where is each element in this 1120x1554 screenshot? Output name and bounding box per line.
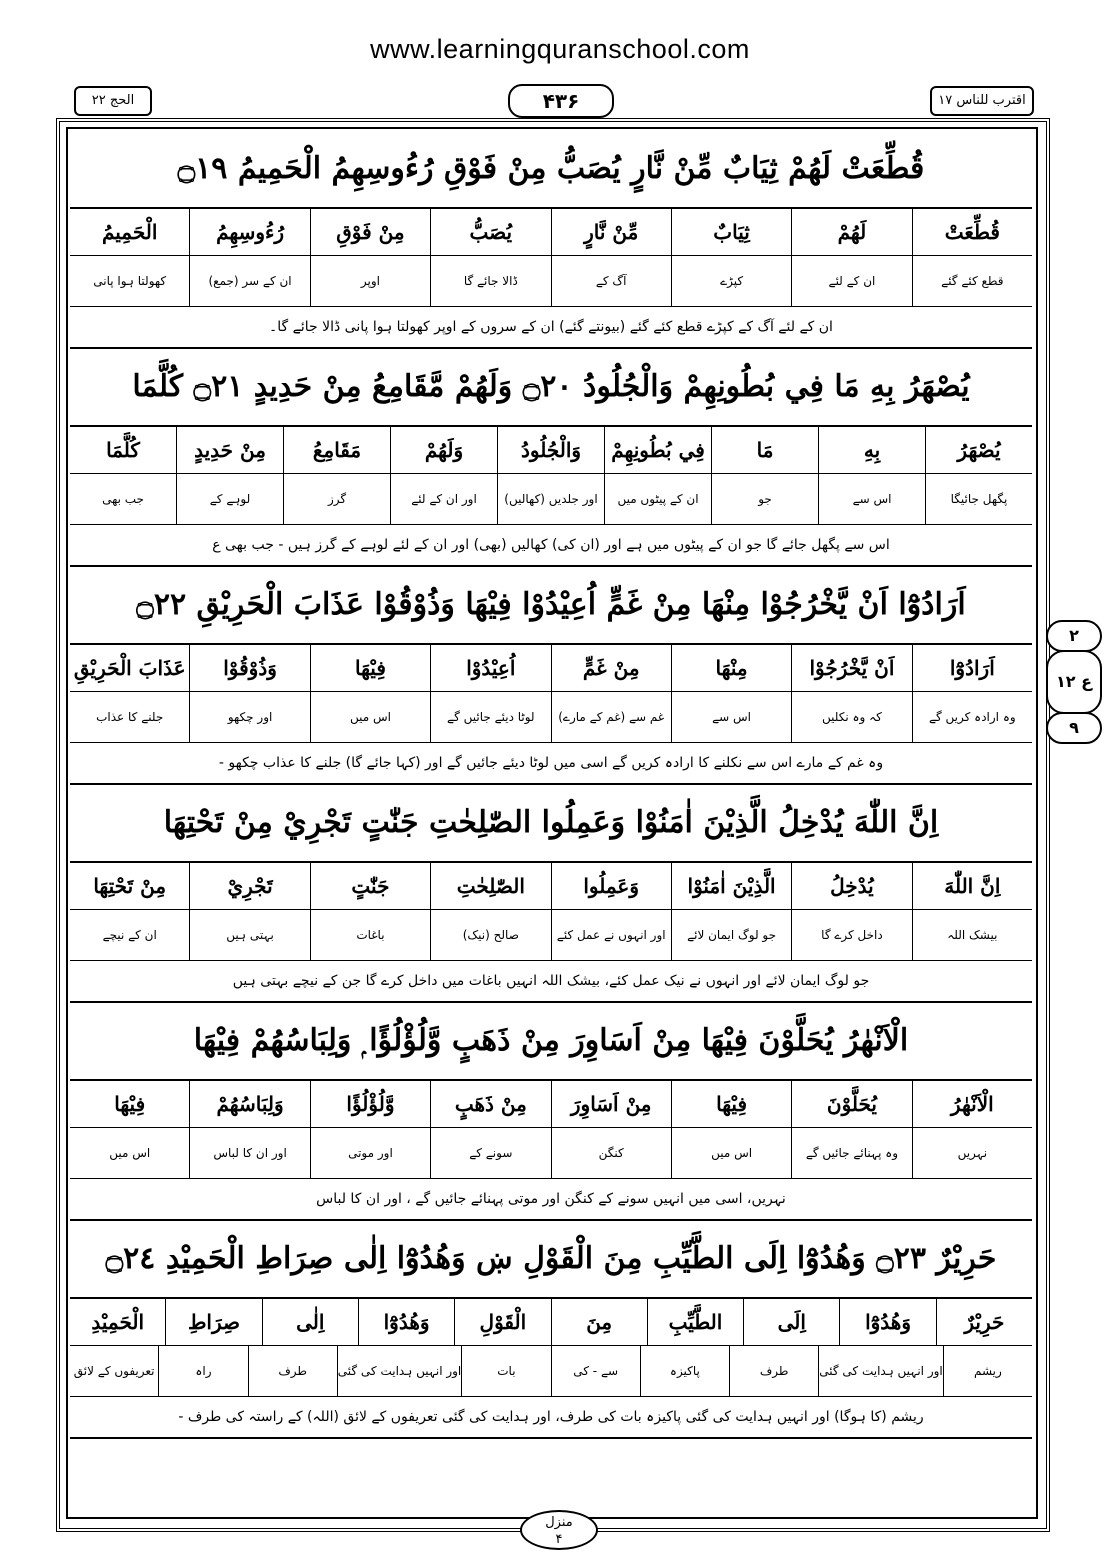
word-arabic: قُطِّعَتْ — [912, 209, 1032, 255]
word-arabic: الْحَمِيمُ — [101, 220, 158, 244]
word-arabic: مِنَ — [551, 1299, 647, 1345]
word-meaning: کنگن — [551, 1128, 671, 1178]
manzil-badge — [520, 1510, 598, 1550]
word-arabic: وَهُدُوْٓا — [839, 1299, 935, 1345]
verse-line: حَرِيْرٌ ۝٢٣ وَهُدُوْٓا اِلَى الطَّيِّبِ مِنَ الْقَوْلِ ښ وَهُدُوْٓا اِلٰى صِرَاطِ الْحَمِيْدِ ۝٢٤ — [70, 1221, 1032, 1299]
word-meaning: وہ پہنائے جائیں گے — [791, 1128, 911, 1178]
word-arabic: مِنْ غَمٍّ — [551, 645, 671, 691]
word-row-arabic — [70, 209, 1032, 256]
word-arabic: كُلَّمَا — [106, 438, 140, 462]
word-meaning: طرف — [248, 1346, 337, 1396]
word-arabic: فِيْهَا — [671, 1081, 791, 1127]
word-arabic: مِنْ فَوْقِ — [310, 209, 430, 255]
word-meaning: اور ان کے لئے — [390, 474, 497, 524]
word-arabic: اِنَّ اللّٰهَ — [912, 863, 1032, 909]
word-meaning: جلنے کا عذاب — [96, 710, 164, 724]
word-arabic: وَلِبَاسُهُمْ — [189, 1081, 309, 1127]
word-meaning: اس میں — [671, 1128, 791, 1178]
word-meaning: طرف — [729, 1346, 818, 1396]
word-arabic: الْاَنْهٰرُ — [912, 1081, 1032, 1127]
word-meaning: سونے کے — [430, 1128, 550, 1178]
word-arabic: فِيْهَا — [310, 645, 430, 691]
word-meaning: بات — [461, 1346, 550, 1396]
verse-section — [70, 567, 1032, 785]
word-arabic: اُعِيْدُوْا — [430, 645, 550, 691]
word-meaning: اور موتی — [310, 1128, 430, 1178]
word-arabic: فِيْهَا — [114, 1092, 146, 1116]
word-meaning: سے - کی — [551, 1346, 640, 1396]
word-meaning: داخل کرے گا — [791, 910, 911, 960]
verse-section — [70, 785, 1032, 1003]
word-arabic: تَجْرِيْ — [189, 863, 309, 909]
site-url: www.learningquranschool.com — [370, 34, 750, 64]
word-meaning: ان کے پیٹوں میں — [604, 474, 711, 524]
word-arabic: ثِيَابٌ — [671, 209, 791, 255]
word-arabic: اَنْ يَّخْرُجُوْا — [791, 645, 911, 691]
page-content — [70, 131, 1032, 1439]
word-arabic: مِنْ ذَهَبٍ — [430, 1081, 550, 1127]
word-row-meaning — [70, 692, 1032, 743]
word-arabic: مِّنْ نَّارٍ — [551, 209, 671, 255]
word-arabic: اَرَادُوْٓا — [912, 645, 1032, 691]
word-meaning: وہ ارادہ کریں گے — [912, 692, 1032, 742]
word-meaning: بیشک اللہ — [912, 910, 1032, 960]
translation-line: ان کے لئے آگ کے کپڑے قطع کئے گئے (بیونتے گئے) ان کے سروں کے اوپر کھولتا ہوا پانی ڈالا جائے گا۔ — [70, 307, 1032, 349]
juz-label: اقترب للناس ۱۷ — [930, 86, 1034, 116]
verse-line: اَرَادُوْٓا اَنْ يَّخْرُجُوْا مِنْهَا مِنْ غَمٍّ اُعِيْدُوْا فِيْهَا وَذُوْقُوْا عَذَابَ الْحَرِيْقِ ۝٢٢ — [70, 567, 1032, 645]
verse-line: قُطِّعَتْ لَهُمْ ثِيَابٌ مِّنْ نَّارٍ يُصَبُّ مِنْ فَوْقِ رُءُوسِهِمُ الْحَمِيمُ ۝١٩ — [70, 131, 1032, 209]
word-meaning: گرز — [283, 474, 390, 524]
word-meaning: جو — [711, 474, 818, 524]
word-meaning: اس میں — [310, 692, 430, 742]
word-arabic: يُصَبُّ — [430, 209, 550, 255]
word-arabic: وَعَمِلُوا — [551, 863, 671, 909]
word-meaning: تعریفوں کے لائق — [73, 1364, 155, 1378]
word-arabic: مَا — [711, 427, 818, 473]
word-row-arabic — [70, 1299, 1032, 1346]
word-meaning: نہریں — [912, 1128, 1032, 1178]
translation-line: وہ غم کے مارے اس سے نکلنے کا ارادہ کریں گے اسی میں لوٹا دیئے جائیں گے اور (کہا جائے گا) جلنے کا عذاب چکھو - — [70, 743, 1032, 785]
word-meaning: لوہے کے — [176, 474, 283, 524]
word-arabic: اِلٰى — [262, 1299, 358, 1345]
word-meaning: کپڑے — [671, 256, 791, 306]
word-meaning: اوپر — [310, 256, 430, 306]
word-row-meaning — [70, 1128, 1032, 1179]
word-row-arabic — [70, 427, 1032, 474]
ruku-marker: ع ۱۲ — [1046, 650, 1102, 714]
word-meaning: قطع کئے گئے — [912, 256, 1032, 306]
word-arabic: صِرَاطِ — [165, 1299, 261, 1345]
word-meaning: آگ کے — [551, 256, 671, 306]
word-arabic: مِنْ تَحْتِهَا — [93, 874, 167, 898]
word-arabic: مِنْ اَسَاوِرَ — [551, 1081, 671, 1127]
word-meaning: اور جلدیں (کھالیں) — [497, 474, 604, 524]
word-meaning: جو لوگ ایمان لائے — [671, 910, 791, 960]
translation-line: جو لوگ ایمان لائے اور انہوں نے نیک عمل کئے، بیشک اللہ انہیں باغات میں داخل کرے گا جن کے نیچے بہتی ہیں — [70, 961, 1032, 1003]
word-meaning: ان کے لئے — [791, 256, 911, 306]
word-meaning: کھولتا ہوا پانی — [93, 274, 167, 288]
word-meaning: اور انہیں ہدایت کی گئی — [337, 1346, 461, 1396]
side-marker-top: ۲ — [1046, 620, 1102, 652]
word-arabic: جَنّٰتٍ — [310, 863, 430, 909]
word-arabic: يُحَلَّوْنَ — [791, 1081, 911, 1127]
verse-line: الْاَنْهٰرُ يُحَلَّوْنَ فِيْهَا مِنْ اَسَاوِرَ مِنْ ذَهَبٍ وَّلُؤْلُؤًا ۭ وَلِبَاسُهُمْ فِيْهَا — [70, 1003, 1032, 1081]
word-arabic: مِنْهَا — [671, 645, 791, 691]
verse-section — [70, 131, 1032, 349]
word-meaning: ڈالا جائے گا — [430, 256, 550, 306]
word-meaning: لوٹا دیئے جائیں گے — [430, 692, 550, 742]
word-arabic: رُءُوسِهِمُ — [189, 209, 309, 255]
verse-line: يُصْهَرُ بِهِ مَا فِي بُطُونِهِمْ وَالْجُلُودُ ۝٢٠ وَلَهُمْ مَّقَامِعُ مِنْ حَدِيدٍ ۝٢١ كُلَّمَا — [70, 349, 1032, 427]
word-meaning: اس سے — [818, 474, 925, 524]
word-arabic: وَذُوْقُوْا — [189, 645, 309, 691]
word-arabic: عَذَابَ الْحَرِيْقِ — [73, 656, 186, 680]
word-meaning: ان کے سر (جمع) — [189, 256, 309, 306]
word-arabic: فِي بُطُونِهِمْ — [604, 427, 711, 473]
word-row-arabic — [70, 863, 1032, 910]
translation-line: اس سے پگھل جائے گا جو ان کے پیٹوں میں ہے اور (ان کی) کھالیں (بھی) اور ان کے لئے لوہے کے گرز ہیں - جب بھی ع — [70, 525, 1032, 567]
translation-line: نہریں، اسی میں انہیں سونے کے کنگن اور موتی پہنائے جائیں گے ، اور ان کا لباس — [70, 1179, 1032, 1221]
word-arabic: بِهِ — [818, 427, 925, 473]
word-meaning: اور انہوں نے عمل کئے — [551, 910, 671, 960]
word-meaning: ریشم — [943, 1346, 1032, 1396]
word-arabic: الطَّيِّبِ — [647, 1299, 743, 1345]
word-arabic: يُصْهَرُ — [925, 427, 1032, 473]
word-arabic: وَلَهُمْ — [390, 427, 497, 473]
page-number: ۴۳۶ — [508, 84, 614, 118]
verse-section — [70, 349, 1032, 567]
word-meaning: ان کے نیچے — [102, 928, 157, 942]
manzil-label: منزل — [545, 1515, 573, 1530]
verse-section — [70, 1221, 1032, 1439]
word-meaning: بہتی ہیں — [189, 910, 309, 960]
word-meaning: اور چکھو — [189, 692, 309, 742]
verse-line: اِنَّ اللّٰهَ يُدْخِلُ الَّذِيْنَ اٰمَنُوْا وَعَمِلُوا الصّٰلِحٰتِ جَنّٰتٍ تَجْرِيْ مِنْ تَحْتِهَا — [70, 785, 1032, 863]
word-meaning: باغات — [310, 910, 430, 960]
word-meaning: صالح (نیک) — [430, 910, 550, 960]
word-meaning: راہ — [158, 1346, 247, 1396]
word-arabic: لَهُمْ — [791, 209, 911, 255]
word-arabic: مَقَامِعُ — [283, 427, 390, 473]
word-arabic: وَّلُؤْلُؤًا — [310, 1081, 430, 1127]
word-row-meaning — [70, 474, 1032, 525]
word-meaning: پاکیزہ — [640, 1346, 729, 1396]
word-meaning: اور ان کا لباس — [189, 1128, 309, 1178]
word-arabic: اِلَى — [743, 1299, 839, 1345]
word-row-meaning — [70, 256, 1032, 307]
manzil-number: ۴ — [555, 1532, 563, 1547]
side-marker-bottom: ۹ — [1046, 712, 1102, 744]
word-meaning: اس میں — [109, 1146, 151, 1160]
verse-section — [70, 1003, 1032, 1221]
word-arabic: وَالْجُلُودُ — [497, 427, 604, 473]
word-meaning: پگھل جائیگا — [925, 474, 1032, 524]
word-meaning: کہ وہ نکلیں — [791, 692, 911, 742]
word-row-arabic — [70, 645, 1032, 692]
word-meaning: غم سے (غم کے مارے) — [551, 692, 671, 742]
word-arabic: الَّذِيْنَ اٰمَنُوْا — [671, 863, 791, 909]
word-row-meaning — [70, 910, 1032, 961]
word-row-arabic — [70, 1081, 1032, 1128]
word-arabic: الْقَوْلِ — [454, 1299, 550, 1345]
word-arabic: الصّٰلِحٰتِ — [430, 863, 550, 909]
word-meaning: اور انہیں ہدایت کی گئی — [818, 1346, 942, 1396]
word-arabic: وَهُدُوْٓا — [358, 1299, 454, 1345]
translation-line: ریشم (کا ہوگا) اور انہیں ہدایت کی گئی پاکیزہ بات کی طرف، اور ہدایت کی گئی تعریفوں کے لائق (اللہ) کے راستہ کی طرف - — [70, 1397, 1032, 1439]
word-meaning: جب بھی — [102, 492, 144, 506]
surah-label: الحج ۲۲ — [74, 86, 152, 116]
word-row-meaning — [70, 1346, 1032, 1397]
word-meaning: اس سے — [671, 692, 791, 742]
word-arabic: الْحَمِيْدِ — [91, 1310, 145, 1334]
word-arabic: يُدْخِلُ — [791, 863, 911, 909]
word-arabic: حَرِيْرٌ — [936, 1299, 1032, 1345]
word-arabic: مِنْ حَدِيدٍ — [176, 427, 283, 473]
